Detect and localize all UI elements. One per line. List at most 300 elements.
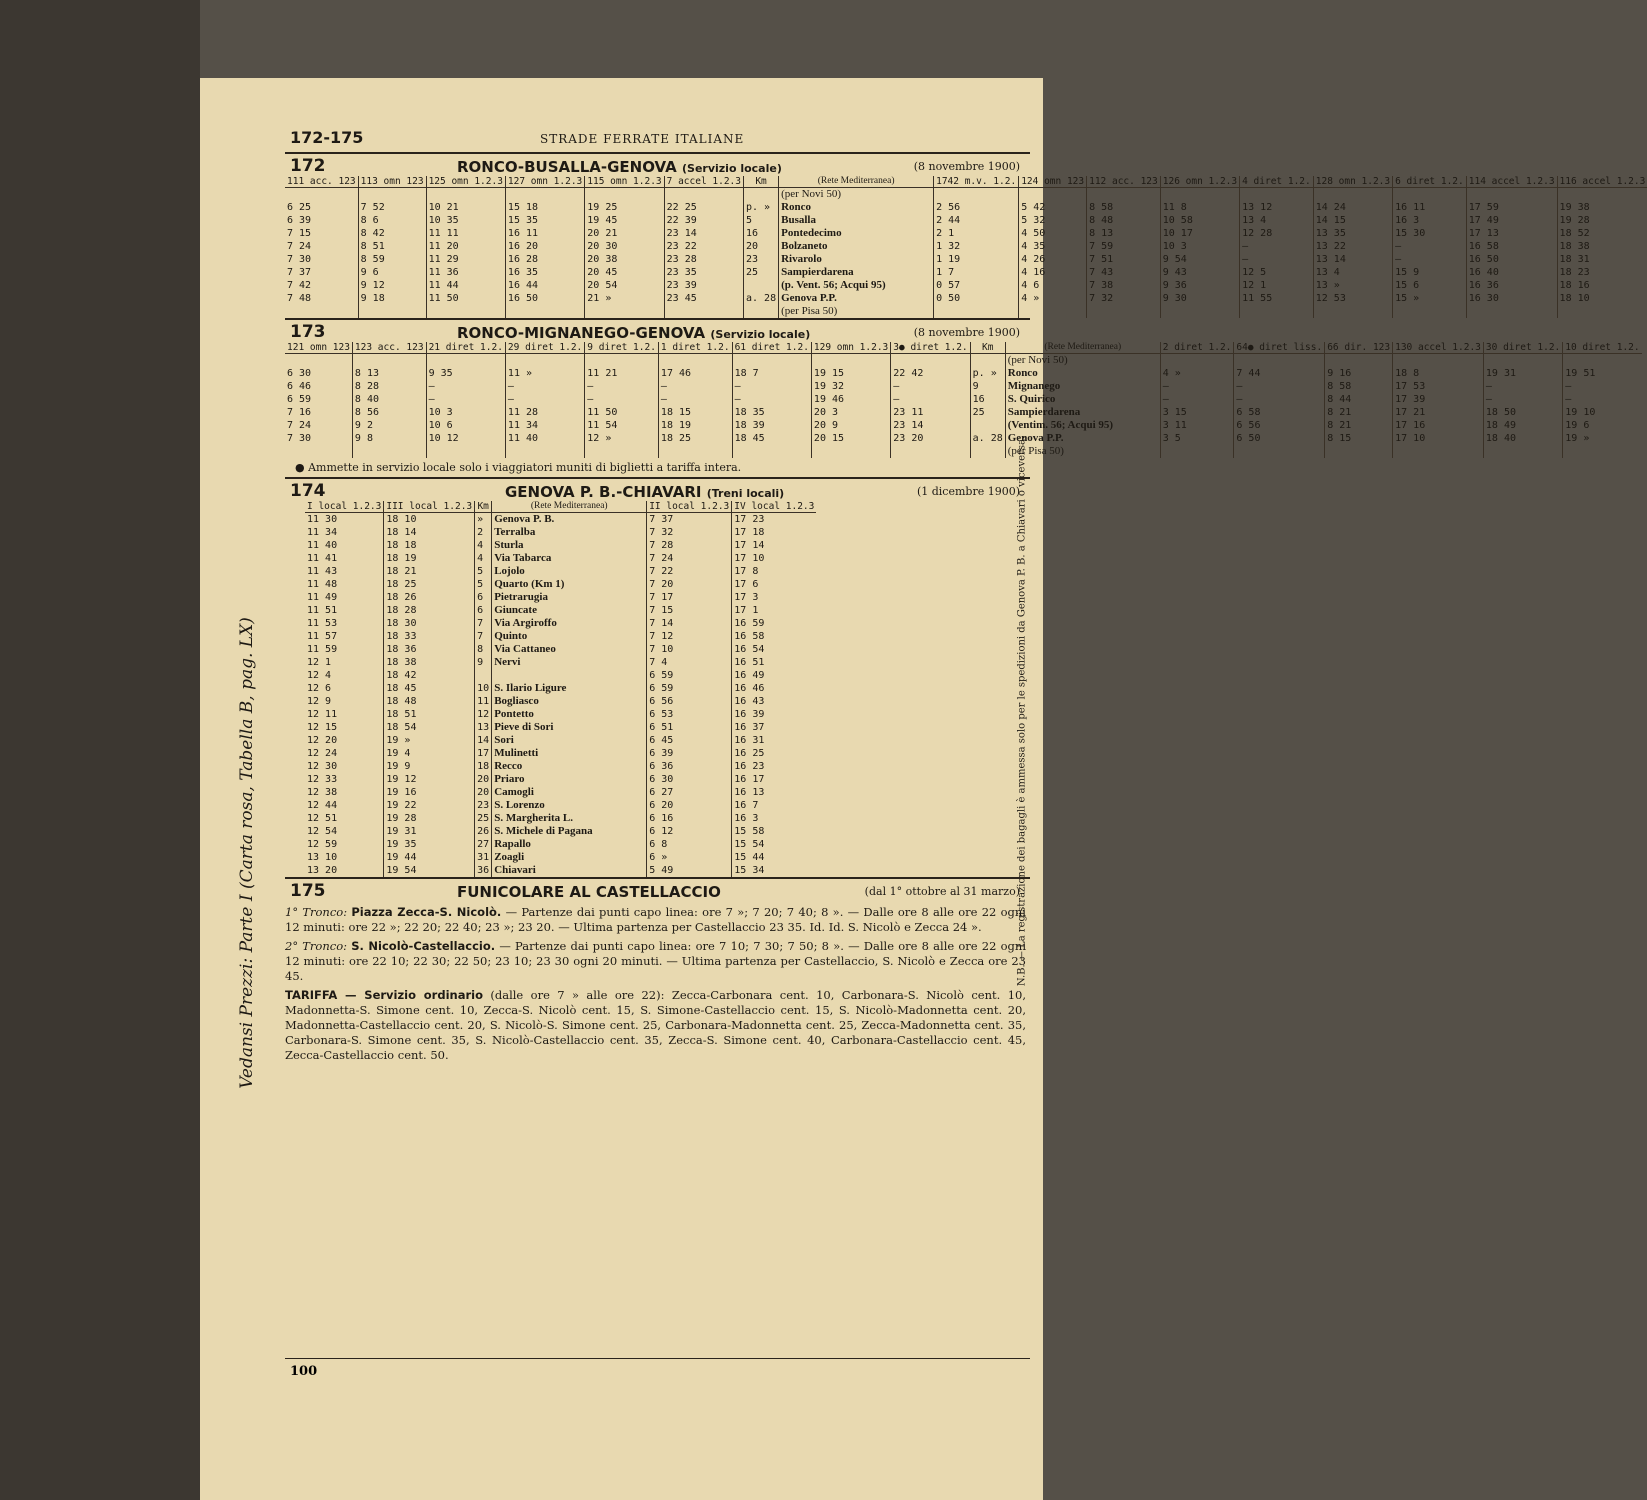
time-cell: 16 17	[732, 773, 817, 786]
table-row	[305, 734, 816, 747]
time-cell: 17 39	[1393, 393, 1484, 406]
time-cell: 13 35	[1313, 227, 1392, 240]
km-cell: 6	[475, 604, 492, 617]
time-cell: 19 22	[384, 799, 475, 812]
time-cell: 19 »	[384, 734, 475, 747]
time-cell: 13 14	[1313, 253, 1392, 266]
time-cell: 17 3	[732, 591, 817, 604]
empty-cell	[585, 305, 664, 318]
empty-cell	[1557, 305, 1647, 318]
km-cell: 9	[970, 380, 1005, 393]
empty-cell	[1160, 305, 1239, 318]
time-cell: 16 58	[1466, 240, 1557, 253]
time-cell: 6 30	[287, 368, 312, 379]
time-cell: 3 5	[1160, 432, 1234, 445]
via-note: (per Novi 50)	[1005, 354, 1160, 368]
time-cell: 17 18	[732, 526, 817, 539]
time-cell: 18 18	[384, 539, 475, 552]
empty-cell	[358, 188, 426, 202]
time-cell: —	[1393, 253, 1467, 266]
via-row	[285, 188, 1647, 202]
section-header	[285, 154, 1030, 176]
time-cell: 1 19	[934, 253, 1019, 266]
time-cell: 11 53	[307, 618, 338, 629]
empty-cell	[585, 188, 664, 202]
time-cell: 15 44	[732, 851, 817, 864]
km-header: Km	[475, 501, 492, 513]
time-cell: 9 43	[1160, 266, 1239, 279]
time-cell: 12 30	[307, 761, 338, 772]
section-172	[285, 154, 1646, 320]
time-cell: 8 21	[1325, 406, 1393, 419]
time-cell: 12 38	[307, 787, 338, 798]
timetable-173	[285, 342, 1642, 458]
train-header: 128 omn 1.2.3	[1313, 176, 1392, 188]
station-name: Via Cattaneo	[492, 643, 647, 656]
train-header: 116 accel 1.2.3	[1557, 176, 1647, 188]
time-cell: 11 36	[426, 266, 505, 279]
page-range: 172-175	[290, 128, 364, 147]
time-cell: 6 30	[647, 773, 732, 786]
time-cell: 11 30	[307, 514, 338, 525]
time-cell: 7 32	[647, 526, 732, 539]
empty-cell	[811, 445, 890, 458]
time-cell: 15 9	[1393, 266, 1467, 279]
time-cell: 12 59	[307, 839, 338, 850]
time-cell: 8 13	[352, 367, 426, 380]
time-cell: 16 7	[732, 799, 817, 812]
table-row	[305, 864, 816, 877]
time-cell: 17 59	[1466, 201, 1557, 214]
time-cell: 14 24	[1313, 201, 1392, 214]
train-header: 7 accel 1.2.3	[664, 176, 743, 188]
time-cell: 6 46	[287, 381, 312, 392]
time-cell: 11 34	[307, 527, 338, 538]
time-cell: 12 »	[585, 432, 659, 445]
time-cell: 11 21	[585, 367, 659, 380]
time-cell: 17 21	[1393, 406, 1484, 419]
time-cell: 6 39	[647, 747, 732, 760]
km-cell: 20	[475, 786, 492, 799]
km-cell: p. »	[970, 367, 1005, 380]
time-cell: 22 39	[664, 214, 743, 227]
empty-cell	[1019, 188, 1087, 202]
time-cell: 16 30	[1466, 292, 1557, 305]
section-header	[285, 479, 1030, 501]
time-cell: 4 50	[1019, 227, 1087, 240]
via-row	[285, 305, 1647, 318]
time-cell: 11 8	[1160, 201, 1239, 214]
empty-cell	[1393, 354, 1484, 368]
time-cell: 18 52	[1557, 227, 1647, 240]
table-row	[305, 799, 816, 812]
empty-cell	[1557, 188, 1647, 202]
time-cell: 16 44	[505, 279, 584, 292]
table-row	[305, 708, 816, 721]
km-cell: 4	[475, 552, 492, 565]
time-cell: 6 39	[287, 215, 312, 226]
train-header: 123 acc. 123	[352, 342, 426, 354]
time-cell: 8 51	[358, 240, 426, 253]
section-header	[285, 879, 1030, 901]
time-cell: 19 28	[1557, 214, 1647, 227]
time-cell: 16 20	[505, 240, 584, 253]
time-cell: 19 35	[384, 838, 475, 851]
section-title: FUNICOLARE AL CASTELLACCIO	[457, 883, 721, 901]
time-cell: 17 10	[732, 552, 817, 565]
empty-cell	[1393, 188, 1467, 202]
station-name: Sori	[492, 734, 647, 747]
time-cell: 15 35	[505, 214, 584, 227]
time-cell: 8 40	[352, 393, 426, 406]
km-cell: 26	[475, 825, 492, 838]
km-cell: 36	[475, 864, 492, 877]
time-cell: 16 3	[732, 812, 817, 825]
station-name: Via Tabarca	[492, 552, 647, 565]
time-cell: 7 59	[1087, 240, 1161, 253]
empty-cell	[1393, 445, 1484, 458]
time-cell: 9 6	[358, 266, 426, 279]
time-cell: 4 35	[1019, 240, 1087, 253]
via-note: (per Pisa 50)	[1005, 445, 1160, 458]
table-row	[305, 786, 816, 799]
time-cell: 17 49	[1466, 214, 1557, 227]
table-row	[305, 591, 816, 604]
empty-cell	[934, 305, 1019, 318]
empty-cell	[1019, 305, 1087, 318]
time-cell: 17 53	[1393, 380, 1484, 393]
time-cell: 7 37	[287, 267, 312, 278]
empty-cell	[1466, 188, 1557, 202]
km-cell: 25	[475, 812, 492, 825]
header-row	[285, 342, 1642, 354]
time-cell: 8 6	[358, 214, 426, 227]
empty-cell	[732, 445, 811, 458]
table-row	[285, 253, 1647, 266]
time-cell: —	[891, 393, 970, 406]
train-header: 1742 m.v. 1.2.	[934, 176, 1019, 188]
table-row	[285, 406, 1642, 419]
time-cell: 18 28	[384, 604, 475, 617]
station-name: Quarto (Km 1)	[492, 578, 647, 591]
time-cell: 12 4	[307, 670, 332, 681]
time-cell: 19 4	[384, 747, 475, 760]
time-cell: —	[1240, 240, 1314, 253]
time-cell: 13 22	[1313, 240, 1392, 253]
time-cell: 12 1	[1240, 279, 1314, 292]
page-folio: 100	[290, 1364, 318, 1379]
time-cell: 16 3	[1393, 214, 1467, 227]
section-number: 175	[290, 881, 326, 901]
time-cell: 23 35	[664, 266, 743, 279]
time-cell: —	[1234, 380, 1325, 393]
time-cell: 16 13	[732, 786, 817, 799]
km-cell: »	[475, 513, 492, 527]
time-cell: 8 44	[1325, 393, 1393, 406]
time-cell: 6 58	[1234, 406, 1325, 419]
time-cell: 13 10	[307, 852, 338, 863]
empty-cell	[426, 354, 505, 368]
empty-cell	[426, 445, 505, 458]
section-number: 173	[290, 322, 326, 342]
km-cell	[744, 188, 779, 202]
table-row	[305, 604, 816, 617]
table-row	[305, 682, 816, 695]
time-cell: 18 38	[1557, 240, 1647, 253]
time-cell: 19 51	[1563, 367, 1642, 380]
time-cell: 5 32	[1019, 214, 1087, 227]
time-cell: 20 3	[811, 406, 890, 419]
time-cell: 11 49	[307, 592, 338, 603]
time-cell: 19 46	[811, 393, 890, 406]
station-name: Sampierdarena	[1005, 406, 1160, 419]
time-cell: 10 58	[1160, 214, 1239, 227]
time-cell: 12 9	[307, 696, 332, 707]
train-header: 4 diret 1.2.	[1240, 176, 1314, 188]
km-cell: 4	[475, 539, 492, 552]
time-cell: 7 17	[647, 591, 732, 604]
time-cell: 21 »	[585, 292, 664, 305]
station-name: Pietrarugia	[492, 591, 647, 604]
time-cell: 1 32	[934, 240, 1019, 253]
km-cell: 14	[475, 734, 492, 747]
time-cell: 16 23	[732, 760, 817, 773]
empty-cell	[1234, 445, 1325, 458]
station-name: Sturla	[492, 539, 647, 552]
empty-cell	[1563, 354, 1642, 368]
time-cell: 11 51	[307, 605, 338, 616]
time-cell: 19 15	[811, 367, 890, 380]
station-name: (Ventim. 56; Acqui 95)	[1005, 419, 1160, 432]
via-row	[285, 445, 1642, 458]
time-cell: —	[505, 380, 584, 393]
time-cell: 12 6	[307, 683, 332, 694]
time-cell: 11 44	[426, 279, 505, 292]
time-cell: 16 36	[1466, 279, 1557, 292]
time-cell: 12 1	[307, 657, 332, 668]
time-cell: —	[426, 393, 505, 406]
time-cell: 11 40	[505, 432, 584, 445]
time-cell: 19 16	[384, 786, 475, 799]
time-cell: 16 59	[732, 617, 817, 630]
time-cell: 15 54	[732, 838, 817, 851]
km-cell: 25	[744, 266, 779, 279]
time-cell: —	[1483, 393, 1562, 406]
section-173	[285, 320, 1640, 479]
time-cell: 8 28	[352, 380, 426, 393]
empty-cell	[505, 445, 584, 458]
empty-cell	[426, 188, 505, 202]
time-cell: —	[658, 393, 732, 406]
time-cell: 19 38	[1557, 201, 1647, 214]
time-cell: 16 39	[732, 708, 817, 721]
time-cell: 6 51	[647, 721, 732, 734]
km-cell: 5	[475, 578, 492, 591]
table-row	[285, 292, 1647, 305]
time-cell: 18 21	[384, 565, 475, 578]
empty-cell	[1393, 305, 1467, 318]
time-cell: 11 43	[307, 566, 338, 577]
book-spine	[0, 0, 200, 1500]
time-cell: 8 59	[358, 253, 426, 266]
empty-cell	[891, 354, 970, 368]
time-cell: —	[891, 380, 970, 393]
timetable-172	[285, 176, 1647, 318]
time-cell: 18 7	[732, 367, 811, 380]
time-cell: 11 59	[307, 644, 338, 655]
table-row	[305, 838, 816, 851]
footer-rule	[285, 1358, 1030, 1359]
time-cell: 8 48	[1087, 214, 1161, 227]
table-row	[285, 240, 1647, 253]
running-header	[285, 118, 1030, 154]
time-cell: —	[1393, 240, 1467, 253]
time-cell: 12 15	[307, 722, 338, 733]
table-row	[305, 812, 816, 825]
station-name: S. Lorenzo	[492, 799, 647, 812]
km-header: Km	[970, 342, 1005, 354]
time-cell: 18 48	[384, 695, 475, 708]
time-cell: 12 5	[1240, 266, 1314, 279]
table-row	[305, 825, 816, 838]
time-cell: 6 50	[1234, 432, 1325, 445]
station-name: Terralba	[492, 526, 647, 539]
time-cell: 12 54	[307, 826, 338, 837]
section-title: RONCO-BUSALLA-GENOVA (Servizio locale)	[457, 158, 782, 176]
time-cell: 7 15	[647, 604, 732, 617]
time-cell: 18 54	[384, 721, 475, 734]
time-cell: 23 22	[664, 240, 743, 253]
km-header: Km	[744, 176, 779, 188]
time-cell: 6 12	[647, 825, 732, 838]
time-cell: 16 31	[732, 734, 817, 747]
table-row	[305, 617, 816, 630]
train-header: I local 1.2.3	[305, 501, 384, 513]
km-cell	[970, 445, 1005, 458]
via-note: (per Novi 50)	[779, 188, 934, 202]
time-cell: 6 8	[647, 838, 732, 851]
time-cell: 14 15	[1313, 214, 1392, 227]
time-cell: 19 28	[384, 812, 475, 825]
time-cell: 18 14	[384, 526, 475, 539]
time-cell: 16 49	[732, 669, 817, 682]
train-header: 29 diret 1.2.	[505, 342, 584, 354]
time-cell: 19 45	[585, 214, 664, 227]
time-cell: 4 6	[1019, 279, 1087, 292]
time-cell: 15 58	[732, 825, 817, 838]
table-row	[285, 214, 1647, 227]
tariff: TARIFFA — Servizio ordinario (dalle ore 7 » alle ore 22): Zecca-Carbonara cent. 10, Carbonara-S. Nicolò cent. 10, Madonnetta-S. Simone cent. 10, Zecca-S. Nicolò cent. 15, S. Simone-Castellaccio cent. 15, S. Nicolò-Madonnetta cent. 20, Madonnetta-Castellaccio cent. 20, S. Nicolò-S. Simone cent. 25, Carbonara-Madonnetta cent. 25, Zecca-Madonnetta cent. 35, Carbonara-S. Simone cent. 35, S. Nicolò-Castellaccio cent. 35, Zecca-S. Simone cent. 40, Carbonara-Castellaccio cent. 45, Zecca-Castellaccio cent. 50.	[285, 988, 1026, 1062]
km-cell: a. 28	[970, 432, 1005, 445]
empty-cell	[426, 305, 505, 318]
km-cell: a. 28	[744, 292, 779, 305]
time-cell: 2 56	[934, 201, 1019, 214]
km-cell: 5	[475, 565, 492, 578]
time-cell: 18 25	[384, 578, 475, 591]
baggage-note: N.B. — La registrazione dei bagagli è ammessa solo per le spedizioni da Genova P. B. a Chiavari o viceversa.	[1016, 435, 1028, 987]
time-cell: 23 28	[664, 253, 743, 266]
time-cell: 18 16	[1557, 279, 1647, 292]
train-header: 30 diret 1.2.	[1483, 342, 1562, 354]
train-header: 126 omn 1.2.3	[1160, 176, 1239, 188]
time-cell: 8 58	[1325, 380, 1393, 393]
time-cell: 17 1	[732, 604, 817, 617]
empty-cell	[285, 188, 358, 202]
train-header: 61 diret 1.2.	[732, 342, 811, 354]
km-cell: 17	[475, 747, 492, 760]
time-cell: 7 30	[287, 433, 312, 444]
time-cell: 17 10	[1393, 432, 1484, 445]
side-reference: Vedansi Prezzi: Parte I (Carta rosa, Tabella B, pag. LX)	[237, 617, 257, 1089]
time-cell: 18 15	[658, 406, 732, 419]
empty-cell	[1240, 305, 1314, 318]
station-name: Ronco	[1005, 367, 1160, 380]
train-header: 1 diret 1.2.	[658, 342, 732, 354]
time-cell: 15 »	[1393, 292, 1467, 305]
time-cell: 12 28	[1240, 227, 1314, 240]
table-row	[285, 266, 1647, 279]
time-cell: 8 21	[1325, 419, 1393, 432]
station-name: Pieve di Sori	[492, 721, 647, 734]
station-name: Genova P.P.	[1005, 432, 1160, 445]
table-row	[285, 432, 1642, 445]
time-cell: 11 54	[585, 419, 659, 432]
empty-cell	[1087, 305, 1161, 318]
time-cell: 20 9	[811, 419, 890, 432]
time-cell: —	[1563, 393, 1642, 406]
km-cell: 13	[475, 721, 492, 734]
train-header: 125 omn 1.2.3	[426, 176, 505, 188]
km-cell: 16	[970, 393, 1005, 406]
time-cell: —	[585, 393, 659, 406]
km-cell: 2	[475, 526, 492, 539]
time-cell: 16 28	[505, 253, 584, 266]
time-cell: 9 30	[1160, 292, 1239, 305]
empty-cell	[811, 354, 890, 368]
time-cell: 11 20	[426, 240, 505, 253]
time-cell: 6 59	[287, 394, 312, 405]
train-header: 112 acc. 123	[1087, 176, 1161, 188]
table-row	[305, 851, 816, 864]
empty-cell	[1483, 445, 1562, 458]
time-cell: 2 44	[934, 214, 1019, 227]
time-cell: 7 12	[647, 630, 732, 643]
train-header: IV local 1.2.3	[732, 501, 817, 513]
train-header: 115 omn 1.2.3	[585, 176, 664, 188]
time-cell: 11 50	[426, 292, 505, 305]
time-cell: 4 »	[1019, 292, 1087, 305]
time-cell: 11 55	[1240, 292, 1314, 305]
time-cell: 4 26	[1019, 253, 1087, 266]
time-cell: 16 51	[732, 656, 817, 669]
time-cell: —	[1160, 380, 1234, 393]
time-cell: 17 6	[732, 578, 817, 591]
km-cell: 7	[475, 630, 492, 643]
time-cell: 11 48	[307, 579, 338, 590]
table-row	[285, 367, 1642, 380]
table-row	[305, 669, 816, 682]
station-name: Chiavari	[492, 864, 647, 877]
section-date: (8 novembre 1900)	[913, 160, 1020, 173]
time-cell: 20 15	[811, 432, 890, 445]
empty-cell	[1160, 188, 1239, 202]
time-cell: 18 23	[1557, 266, 1647, 279]
time-cell: 9 18	[358, 292, 426, 305]
time-cell: 18 8	[1393, 367, 1484, 380]
empty-cell	[664, 188, 743, 202]
km-cell: 12	[475, 708, 492, 721]
tronco-1: 1° Tronco: Piazza Zecca-S. Nicolò. — Partenze dai punti capo linea: ore 7 »; 7 20; 7 40; 8 ». — Dalle ore 8 alle ore 22 ogni 12 minuti: ore 22 »; 22 20; 22 40; 23 »; 23 20. — Ultima partenza per Castellaccio 23 35. Id. Id. S. Nicolò e Zecca 24 ».	[285, 905, 1026, 934]
